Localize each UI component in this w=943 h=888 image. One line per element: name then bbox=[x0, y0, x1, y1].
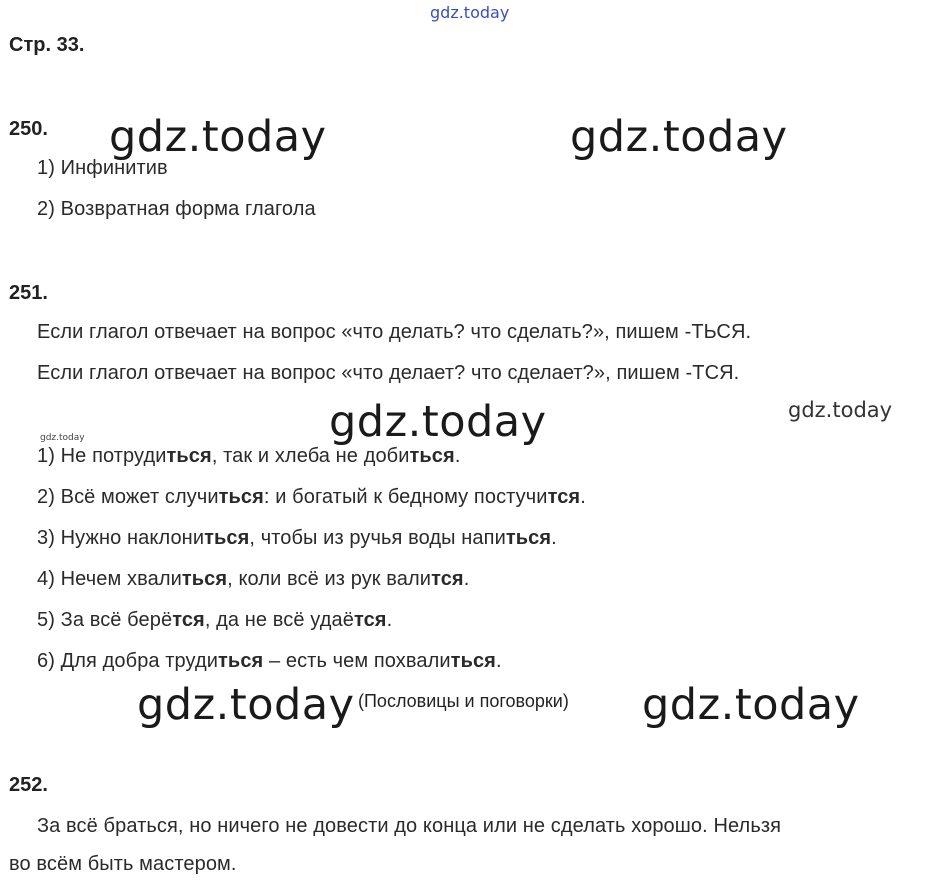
proverb-line: 3) Нужно наклониться, чтобы из ручья воды напиться. bbox=[37, 527, 557, 549]
exercise-252-text: во всём быть мастером. bbox=[9, 853, 237, 875]
exercise-252-text: За всё браться, но ничего не довести до конца или не сделать хорошо. Нельзя bbox=[37, 815, 782, 837]
page-reference: Стр. 33. bbox=[9, 34, 85, 56]
exercise-251-number: 251. bbox=[9, 282, 48, 304]
watermark: gdz.today bbox=[788, 398, 893, 422]
proverb-line: 5) За всё берётся, да не всё удаётся. bbox=[37, 609, 393, 631]
proverb-line: 4) Нечем хвалиться, коли всё из рук валится. bbox=[37, 568, 470, 590]
proverb-line: 1) Не потрудиться, так и хлеба не добиться. bbox=[37, 445, 461, 467]
proverb-line: 6) Для добра трудиться – есть чем похвалиться. bbox=[37, 650, 502, 672]
exercise-250-item: 2) Возвратная форма глагола bbox=[37, 198, 316, 220]
proverbs-source: (Пословицы и поговорки) bbox=[358, 691, 569, 711]
exercise-250-number: 250. bbox=[9, 118, 48, 140]
watermark: gdz.today bbox=[642, 680, 860, 730]
watermark: gdz.today bbox=[40, 433, 85, 443]
exercise-251-rule: Если глагол отвечает на вопрос «что делает? что сделает?», пишем -ТСЯ. bbox=[37, 362, 740, 384]
exercise-252-number: 252. bbox=[9, 774, 48, 796]
exercise-251-rule: Если глагол отвечает на вопрос «что делать? что сделать?», пишем -ТЬСЯ. bbox=[37, 321, 752, 343]
exercise-250-item: 1) Инфинитив bbox=[37, 157, 168, 179]
proverb-line: 2) Всё может случиться: и богатый к бедному постучится. bbox=[37, 486, 586, 508]
header-watermark: gdz.today bbox=[430, 3, 510, 22]
watermark: gdz.today bbox=[137, 680, 355, 730]
watermark: gdz.today bbox=[109, 112, 327, 162]
watermark: gdz.today bbox=[570, 112, 788, 162]
watermark: gdz.today bbox=[329, 397, 547, 447]
